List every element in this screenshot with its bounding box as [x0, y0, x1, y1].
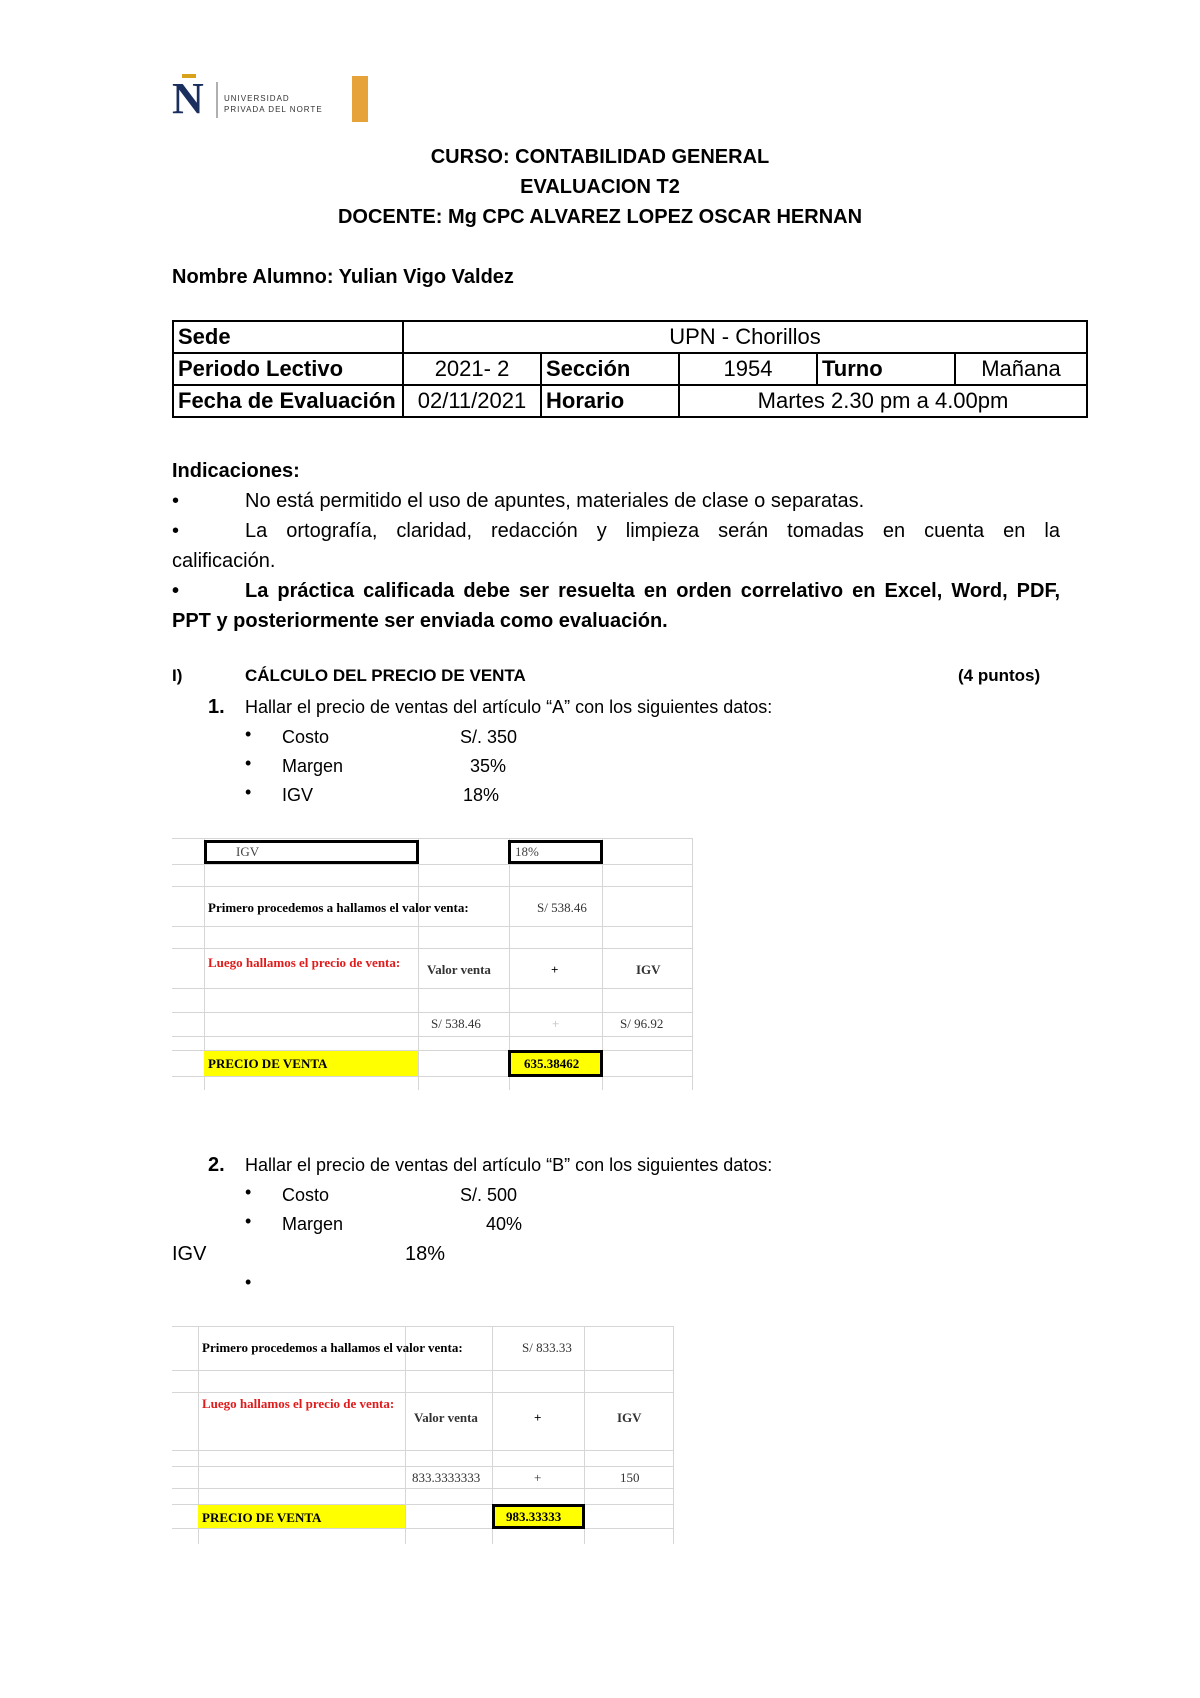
sheet1-precio-label: PRECIO DE VENTA: [208, 1056, 328, 1071]
teacher-name: DOCENTE: Mg CPC ALVAREZ LOPEZ OSCAR HERNAN: [337, 206, 863, 228]
sheet2-plus2: +: [534, 1470, 542, 1485]
q1-costo-value: S/. 350: [460, 727, 518, 747]
sheet2-valor-venta: 833.3333333: [412, 1470, 481, 1485]
course-title: CURSO: CONTABILIDAD GENERAL: [430, 146, 770, 168]
logo-divider: [216, 82, 218, 118]
q1-igv-value: 18%: [463, 785, 500, 805]
question-1-number: 1.: [208, 696, 225, 718]
q1-margen-label: Margen: [282, 756, 344, 776]
horario-label: Horario: [541, 385, 679, 417]
periodo-label: Periodo Lectivo: [173, 353, 403, 385]
sheet1-igv-label: IGV: [236, 844, 260, 859]
evaluation-title: EVALUACION T2: [520, 176, 680, 198]
sheet2-igv-amount: 150: [620, 1470, 640, 1485]
q1-igv-label: IGV: [282, 785, 314, 805]
bullet: •: [172, 580, 180, 602]
turno-value: Mañana: [955, 353, 1087, 385]
q1-costo-label: Costo: [282, 727, 330, 747]
logo-text-line2: PRIVADA DEL NORTE: [224, 105, 323, 114]
fecha-label: Fecha de Evaluación: [173, 385, 403, 417]
q2-costo-label: Costo: [282, 1185, 330, 1205]
question-1-text: Hallar el precio de ventas del artículo “A” con los siguientes datos:: [245, 697, 773, 717]
sheet1-step1-value: S/ 538.46: [537, 900, 587, 915]
q1-margen-value: 35%: [470, 756, 507, 776]
periodo-value: 2021- 2: [403, 353, 541, 385]
question-2-text: Hallar el precio de ventas del artículo “B” con los siguientes datos:: [245, 1155, 773, 1175]
fecha-value: 02/11/2021: [403, 385, 541, 417]
q2-margen-label: Margen: [282, 1214, 344, 1234]
q2-igv-label: IGV: [172, 1243, 207, 1265]
student-name: Nombre Alumno: Yulian Vigo Valdez: [172, 266, 514, 288]
bullet: •: [172, 490, 180, 512]
sheet1-col-igv: IGV: [636, 962, 661, 977]
bullet: •: [245, 782, 252, 802]
q2-igv-value: 18%: [405, 1243, 446, 1265]
sheet1-col-valor: Valor venta: [427, 962, 491, 977]
seccion-value: 1954: [679, 353, 817, 385]
bullet: •: [245, 753, 252, 773]
indicacion-3-line1: La práctica calificada debe ser resuelta en orden correlativo en Excel, Word, PDF,: [245, 580, 1060, 602]
info-table: [172, 320, 1088, 418]
logo-letter: N: [172, 74, 204, 123]
section-title: CÁLCULO DEL PRECIO DE VENTA: [245, 666, 526, 685]
indicacion-3-line2: PPT y posteriormente ser enviada como evaluación.: [172, 610, 668, 632]
bullet: •: [245, 1182, 252, 1202]
sheet1-step2: Luego hallamos el precio de venta:: [208, 955, 401, 970]
sheet2-step1-value: S/ 833.33: [522, 1340, 572, 1355]
indicacion-2-line2: calificación.: [172, 550, 276, 572]
spreadsheet-2: [172, 1326, 674, 1544]
bullet: •: [245, 1272, 252, 1292]
sheet2-step2: Luego hallamos el precio de venta:: [202, 1396, 395, 1411]
sheet2-step1: Primero procedemos a hallamos el valor venta:: [202, 1340, 463, 1355]
sede-value: UPN - Chorillos: [403, 321, 1087, 353]
turno-label: Turno: [817, 353, 955, 385]
bullet: •: [245, 724, 252, 744]
q2-costo-value: S/. 500: [460, 1185, 518, 1205]
horario-value: Martes 2.30 pm a 4.00pm: [679, 385, 1087, 417]
q2-margen-value: 40%: [486, 1214, 523, 1234]
seccion-label: Sección: [541, 353, 679, 385]
sheet2-col-plus: +: [534, 1410, 542, 1425]
bullet: •: [172, 520, 180, 542]
sheet2-col-valor: Valor venta: [414, 1410, 478, 1425]
sheet1-valor-venta: S/ 538.46: [431, 1016, 481, 1031]
sheet2-precio-label: PRECIO DE VENTA: [202, 1510, 322, 1525]
sheet1-igv-amount: S/ 96.92: [620, 1016, 664, 1031]
indicacion-2-line1: La ortografía, claridad, redacción y limpieza serán tomadas en cuenta en la: [245, 520, 1060, 542]
sheet1-igv-value: 18%: [515, 844, 539, 859]
question-2-number: 2.: [208, 1154, 225, 1176]
university-logo: [172, 74, 368, 124]
sheet1-precio-value: 635.38462: [524, 1056, 580, 1071]
table-row: [173, 385, 1087, 417]
bullet: •: [245, 1211, 252, 1231]
logo-text-line1: UNIVERSIDAD: [224, 94, 290, 103]
sheet2-precio-value: 983.33333: [506, 1509, 562, 1524]
spreadsheet-1: [172, 838, 693, 1090]
sheet1-step1: Primero procedemos a hallamos el valor venta:: [208, 900, 469, 915]
indicacion-1: No está permitido el uso de apuntes, materiales de clase o separatas.: [245, 490, 865, 512]
section-points: (4 puntos): [958, 666, 1041, 685]
sheet1-col-plus: +: [551, 962, 559, 977]
sheet2-col-igv: IGV: [617, 1410, 642, 1425]
logo-orange-block: [352, 76, 368, 122]
table-row: [173, 353, 1087, 385]
sede-label: Sede: [173, 321, 403, 353]
sheet1-plus2: +: [552, 1016, 560, 1031]
table-row: [173, 321, 1087, 353]
indicaciones-title: Indicaciones:: [172, 460, 300, 482]
section-numeral: I): [172, 666, 183, 685]
